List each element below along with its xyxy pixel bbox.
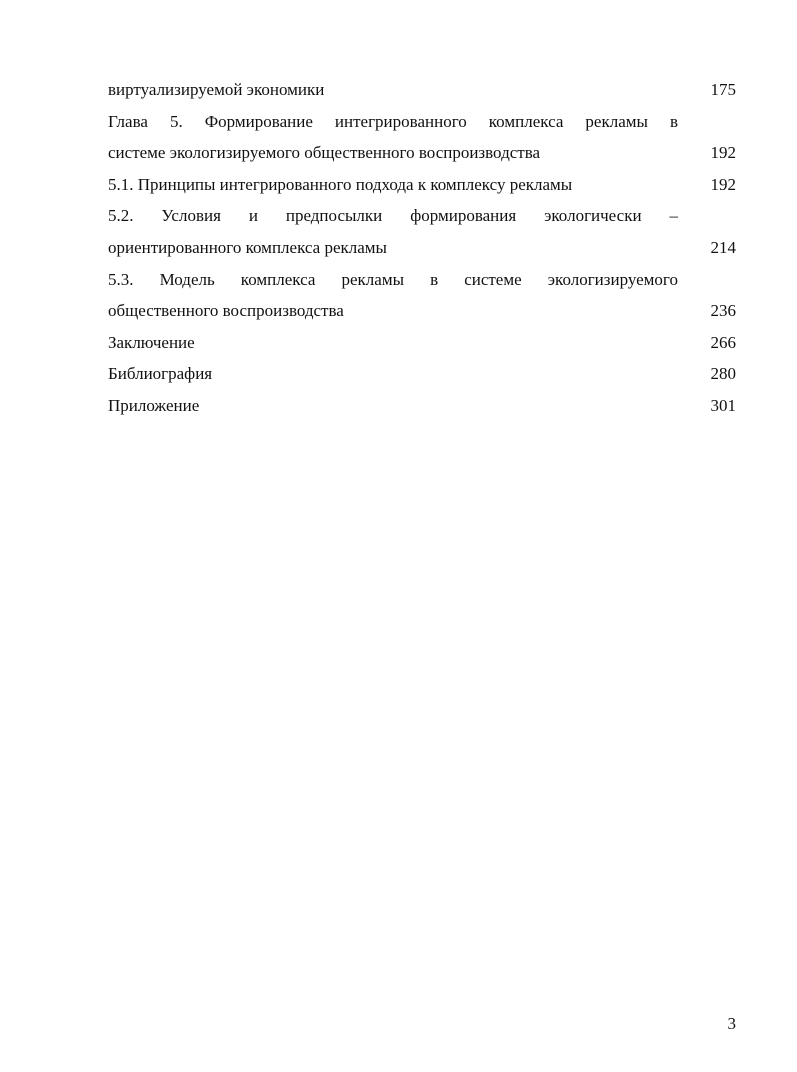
table-of-contents [108, 74, 736, 422]
toc-entry-section-5-1 [108, 169, 736, 201]
toc-page-number: 214 [710, 237, 736, 257]
toc-entry-virtualized-economy [108, 74, 736, 106]
toc-entry-appendix [108, 390, 736, 422]
toc-entry-text: виртуализируемой экономики [108, 80, 325, 99]
page-number: 3 [727, 1014, 736, 1033]
toc-entry-text: 5.1. Принципы интегрированного подхода к комплексу рекламы [108, 174, 573, 194]
toc-page-number: 175 [710, 80, 736, 99]
toc-entry-chapter-5 [108, 106, 736, 169]
toc-entry-text: 5.3. Модель комплекса рекламы в системе экологизируемого [108, 269, 678, 289]
toc-entry-text: Библиография [108, 364, 213, 384]
toc-page-number: 301 [710, 395, 736, 415]
toc-entry-text: Приложение [108, 395, 200, 415]
toc-entry-text: Заключение [108, 332, 195, 352]
toc-entry-conclusion [108, 327, 736, 359]
toc-page-number: 280 [710, 364, 736, 384]
toc-entry-section-5-3 [108, 264, 736, 327]
toc-entry-text: системе экологизируемого общественного воспроизводства [108, 143, 541, 163]
toc-entry-text: общественного воспроизводства [108, 301, 344, 321]
toc-entry-section-5-2 [108, 200, 736, 263]
toc-page-number: 266 [710, 332, 736, 352]
toc-page-number: 192 [710, 174, 736, 194]
toc-entry-text: 5.2. Условия и предпосылки формирования экологически – [108, 206, 678, 226]
toc-page-number: 236 [710, 301, 736, 321]
toc-page-number: 192 [710, 143, 736, 163]
toc-entry-text: ориентированного комплекса рекламы [108, 237, 387, 257]
toc-entry-bibliography [108, 358, 736, 390]
toc-entry-text: Глава 5. Формирование интегрированного комплекса рекламы в [108, 111, 678, 131]
